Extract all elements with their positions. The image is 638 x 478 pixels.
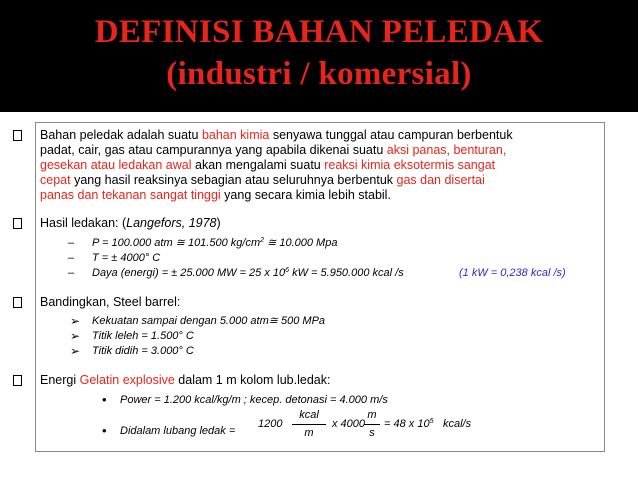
slide-title: DEFINISI BAHAN PELEDAK — [94, 14, 544, 50]
highlight-gelatin: Gelatin explosive — [79, 373, 175, 387]
highlight-gesekan: gesekan atau ledakan awal — [40, 158, 192, 172]
bullet-icon — [10, 373, 24, 387]
bullet-icon — [10, 295, 24, 309]
reference-citation: Langefors, 1978 — [126, 216, 217, 230]
steel-item-leleh: ➢ Titik leleh = 1.500° C — [70, 329, 194, 343]
bullet-icon — [10, 216, 24, 230]
definition-line-5: panas dan tekanan sangat tinggi yang secara kimia lebih stabil. — [40, 188, 391, 202]
definition-line-4: cepat yang hasil reaksinya sebagian atau seluruhnya berbentuk gas dan disertai — [40, 173, 485, 187]
title-bar — [0, 0, 638, 112]
hasil-item-daya: – Daya (energi) = ± 25.000 MW = 25 x $10^6$ kW = 5.950.000 kcal /s — [68, 267, 404, 279]
conversion-note: (1 kW = 0,238 kcal /s) — [459, 267, 566, 279]
highlight-bahan-kimia: bahan kimia — [201, 128, 270, 142]
definition-line-3: gesekan atau ledakan awal akan mengalami suatu reaksi kimia eksotermis sangat — [40, 158, 496, 172]
bandingkan-heading: Bandingkan, Steel barrel: — [40, 295, 600, 310]
arrow-bullet-icon: ➢ — [70, 344, 81, 358]
energi-item-power: • Power = 1.200 kcal/kg/m ; kecep. detonasi = 4.000 m/s — [102, 392, 388, 407]
steel-item-kekuatan: ➢ Kekuatan sampai dengan 5.000 atm≅ 500 MPa — [70, 314, 326, 328]
energi-heading: Energi Gelatin explosive dalam 1 m kolom lub.ledak: — [40, 373, 600, 388]
definition-line-2: padat, cair, gas atau campurannya yang apabila dikenai suatu aksi panas, benturan, — [40, 143, 507, 157]
slide-subtitle: (industri / komersial) — [166, 56, 472, 92]
highlight-cepat: cepat — [40, 173, 71, 187]
arrow-bullet-icon: ➢ — [70, 314, 81, 328]
bullet-icon — [10, 128, 24, 142]
hasil-item-temperature: – T = ± 4000° C — [68, 252, 161, 264]
definition-line-1: Bahan peledak adalah suatu bahan kimia senyawa tunggal atau campuran berbentuk — [40, 128, 513, 142]
highlight-reaksi: reaksi kimia eksotermis sangat — [324, 158, 496, 172]
definition-paragraph — [40, 128, 600, 203]
steel-item-didih: ➢ Titik didih = 3.000° C — [70, 344, 194, 358]
fraction-bar — [364, 424, 380, 425]
fraction-bar — [292, 424, 326, 425]
highlight-gas: gas dan disertai — [396, 173, 485, 187]
highlight-aksi-panas: aksi panas, benturan, — [386, 143, 507, 157]
hasil-ledakan-heading: Hasil ledakan: (Langefors, 1978) — [40, 216, 600, 231]
energi-item-lubang: • Didalam lubang ledak = — [102, 423, 236, 438]
hasil-item-pressure: – P = 100.000 atm ≅ 101.500 $kg/cm^2$ ≅ 10.000 Mpa — [68, 237, 338, 249]
highlight-panas-tekanan: panas dan tekanan sangat tinggi — [40, 188, 221, 202]
arrow-bullet-icon: ➢ — [70, 329, 81, 343]
